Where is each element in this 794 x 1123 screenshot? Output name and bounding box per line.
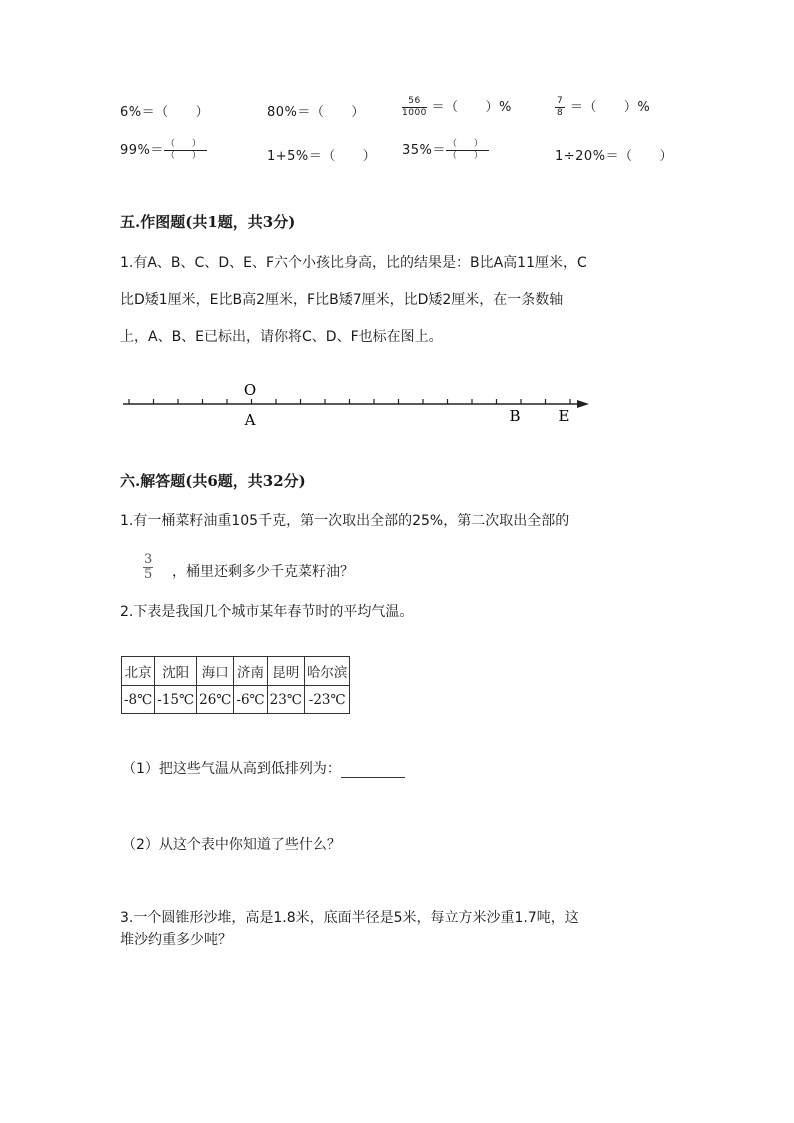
fraction-7-8 xyxy=(555,97,565,118)
question-2-sub-2: （2）从这个表中你知道了些什么？ xyxy=(122,837,341,853)
conversion-rest: ＝（ ）% xyxy=(431,100,512,115)
question-2-sub-1 xyxy=(122,758,405,778)
conversion-56-over-1000 xyxy=(402,96,512,118)
question-1-fraction xyxy=(143,553,153,583)
table-cell-temp: -6℃ xyxy=(234,686,267,714)
table-cell-city: 哈尔滨 xyxy=(304,657,350,686)
fraction-numerator: 56 xyxy=(402,97,427,108)
section-5-question-line-3: 上，A、B、E已标出，请你将C、D、F也标在图上。 xyxy=(120,329,443,345)
question-2-intro: 2.下表是我国几个城市某年春节时的平均气温。 xyxy=(120,604,414,620)
table-cell-temp: -23℃ xyxy=(304,686,350,714)
table-cell-city: 北京 xyxy=(122,657,155,686)
fraction-blank xyxy=(446,140,489,161)
point-a-label: A xyxy=(244,411,256,429)
section-5-question-line-1: 1.有A、B、C、D、E、F六个小孩比身高，比的结果是：B比A高11厘米，C xyxy=(120,255,587,271)
conversion-35-percent xyxy=(402,139,489,161)
conversion-7-over-8 xyxy=(555,96,650,118)
fraction-56-1000 xyxy=(402,97,427,118)
temperature-table xyxy=(121,656,350,714)
table-cell-city: 昆明 xyxy=(267,657,304,686)
fraction-3-5 xyxy=(143,553,153,583)
question-3-line-2: 堆沙约重多少吨？ xyxy=(120,932,232,948)
conversion-80-percent: 80%＝（ ） xyxy=(267,105,365,120)
origin-label: O xyxy=(243,381,257,399)
conversion-left: 99%＝ xyxy=(120,143,164,158)
question-1-line-1: 1.有一桶菜籽油重105千克，第一次取出全部的25%，第二次取出全部的 xyxy=(120,513,570,529)
point-e-label: E xyxy=(558,407,570,425)
question-1-line-2: ，桶里还剩多少千克菜籽油？ xyxy=(172,564,354,580)
fraction-numerator: （ ） xyxy=(447,139,487,149)
table-cell-temp: -8℃ xyxy=(122,686,155,714)
answer-blank[interactable] xyxy=(341,763,405,778)
number-line-arrow xyxy=(577,400,589,408)
table-cell-city: 海口 xyxy=(197,657,234,686)
table-row-cities xyxy=(122,657,350,686)
fraction-denominator: （ ） xyxy=(447,151,487,161)
fraction-denominator: 5 xyxy=(144,567,153,583)
conversion-left: 35%＝ xyxy=(402,143,446,158)
number-line xyxy=(115,378,605,434)
table-cell-city: 济南 xyxy=(234,657,267,686)
fraction-numerator: 7 xyxy=(557,96,564,106)
fraction-denominator: 8 xyxy=(557,108,564,118)
table-cell-temp: 26℃ xyxy=(197,686,234,714)
fraction-numerator: （ ） xyxy=(165,139,205,149)
conversion-1-plus-5-percent: 1+5%＝（ ） xyxy=(267,149,377,164)
conversion-1-div-20-percent: 1÷20%＝（ ） xyxy=(555,149,674,164)
table-cell-temp: -15℃ xyxy=(155,686,197,714)
fraction-blank xyxy=(164,140,207,161)
section-6-title: 六.解答题(共6题，共32分) xyxy=(120,472,306,490)
conversion-rest: ＝（ ）% xyxy=(569,100,651,115)
fraction-denominator: 1000 xyxy=(402,108,427,118)
number-line-ticks xyxy=(129,399,570,404)
sub-question-text: （1）把这些气温从高到低排列为： xyxy=(122,761,341,777)
section-5-question-line-2: 比D矮1厘米，E比B高2厘米，F比B矮7厘米，比D矮2厘米，在一条数轴 xyxy=(120,292,564,308)
table-cell-city: 沈阳 xyxy=(155,657,197,686)
conversion-99-percent xyxy=(120,139,207,161)
conversion-6-percent: 6%＝（ ） xyxy=(120,105,210,120)
fraction-denominator: （ ） xyxy=(165,151,205,161)
fraction-numerator: 3 xyxy=(144,552,153,567)
table-cell-temp: 23℃ xyxy=(267,686,304,714)
point-b-label: B xyxy=(509,407,521,425)
table-row-temps xyxy=(122,686,350,714)
question-3-line-1: 3.一个圆锥形沙堆，高是1.8米，底面半径是5米，每立方米沙重1.7吨，这 xyxy=(120,910,579,926)
section-5-title: 五.作图题(共1题，共3分) xyxy=(120,213,296,231)
